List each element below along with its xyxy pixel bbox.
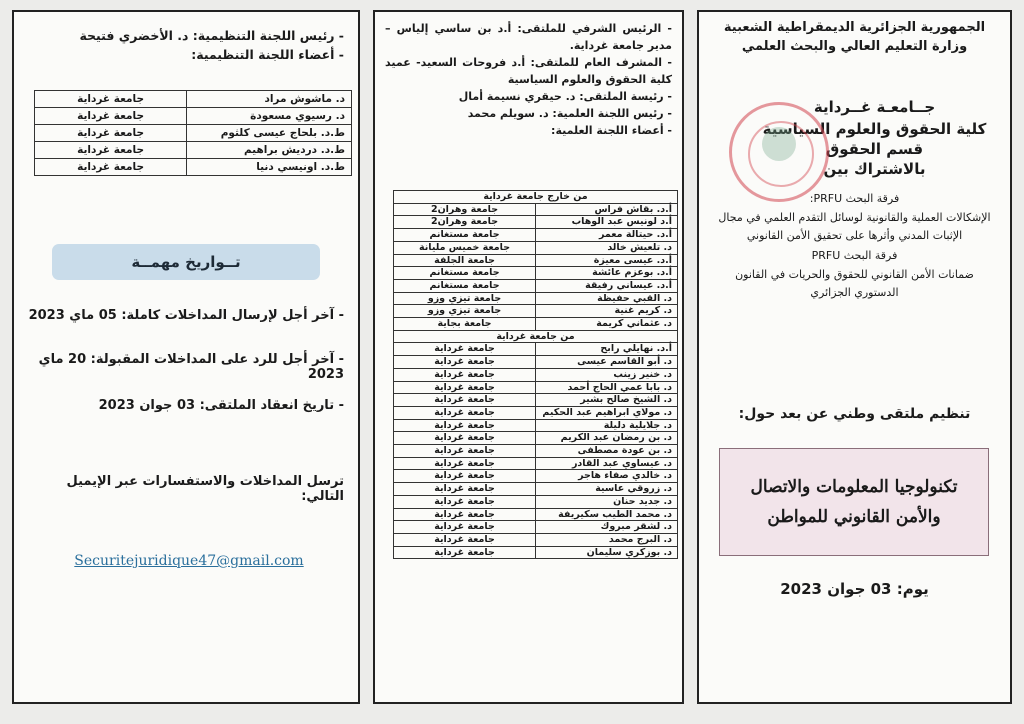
table-row bbox=[394, 292, 678, 305]
left-panel bbox=[12, 10, 360, 704]
member-name: د. كريم غنية bbox=[536, 305, 678, 318]
table-row bbox=[394, 203, 678, 216]
table-row bbox=[394, 546, 678, 559]
org-head-name: د. الأخضري فتيحة bbox=[79, 28, 189, 43]
member-university: جامعة غرداية bbox=[35, 125, 187, 142]
table-row bbox=[394, 343, 678, 356]
table-row bbox=[394, 508, 678, 521]
member-name: أ.د لونيس عبد الوهاب bbox=[536, 216, 678, 229]
member-university: جامعة غرداية bbox=[35, 108, 187, 125]
section-header-cell: من خارج جامعة غرداية bbox=[394, 191, 678, 204]
contact-email-link[interactable]: Securitejuridique47@gmail.com bbox=[74, 553, 304, 569]
table-row bbox=[394, 483, 678, 496]
right-panel bbox=[697, 10, 1012, 704]
table-row bbox=[394, 267, 678, 280]
research-team-2-title: ضمانات الأمن القانوني للحقوق والحريات في القانون الدستوري الجزائري bbox=[735, 268, 974, 299]
ministry-title: وزارة التعليم العالي والبحث العلمي bbox=[741, 39, 968, 54]
member-name: د. البرج محمد bbox=[536, 533, 678, 546]
member-name: أ.د. عيساني رفيقة bbox=[536, 279, 678, 292]
table-row bbox=[394, 406, 678, 419]
table-row bbox=[394, 495, 678, 508]
table-row bbox=[394, 216, 678, 229]
theme-line-1: تكنولوجيا المعلومات والاتصال bbox=[750, 477, 958, 497]
member-name: د. بن عودة مصطفى bbox=[536, 445, 678, 458]
member-name: د. خنير زينب bbox=[536, 368, 678, 381]
table-row bbox=[394, 241, 678, 254]
table-row bbox=[394, 279, 678, 292]
member-university: جامعة غرداية bbox=[394, 533, 536, 546]
conference-date: يوم: 03 جوان 2023 bbox=[780, 580, 929, 598]
conference-chair: - رئيسة الملتقى: د. حيقري نسيمة أمال bbox=[458, 90, 672, 103]
section-header-cell: من جامعة غرداية bbox=[394, 330, 678, 343]
org-committee-head bbox=[28, 26, 344, 45]
member-university: جامعة غرداية bbox=[394, 381, 536, 394]
table-row bbox=[394, 229, 678, 242]
member-university: جامعة غرداية bbox=[394, 343, 536, 356]
member-university: جامعة تيزي وزو bbox=[394, 305, 536, 318]
general-supervisor: - المشرف العام للملتقى: أ.د فروحات السعيد- عميد كلية الحقوق والعلوم السياسية bbox=[385, 56, 672, 86]
table-row bbox=[394, 432, 678, 445]
member-university: جامعة غرداية bbox=[394, 406, 536, 419]
org-member-row bbox=[35, 142, 352, 159]
date-full-submission: - آخر أجل لإرسال المداخلات كاملة: 05 ماي 2023 bbox=[28, 308, 344, 323]
table-row bbox=[394, 419, 678, 432]
scientific-chair: - رئيس اللجنة العلمية: د. سويلم محمد bbox=[467, 107, 672, 120]
member-university: جامعة خميس مليانة bbox=[394, 241, 536, 254]
member-name: د. بوزكري سليمان bbox=[536, 546, 678, 559]
table-row bbox=[394, 533, 678, 546]
member-university: جامعة غرداية bbox=[394, 432, 536, 445]
table-section-header bbox=[394, 330, 678, 343]
member-university: جامعة وهران2 bbox=[394, 203, 536, 216]
member-name: د. القبي حفيظة bbox=[536, 292, 678, 305]
member-name: ط.د. اونيسي دنيا bbox=[187, 159, 352, 176]
conference-theme-box bbox=[719, 448, 989, 556]
member-university: جامعة غرداية bbox=[394, 508, 536, 521]
middle-panel bbox=[373, 10, 684, 704]
research-team-2-label: فرقة البحث PRFU bbox=[811, 249, 898, 262]
theme-line-2: والأمن القانوني للمواطن bbox=[767, 507, 941, 527]
scientific-committee-table bbox=[393, 190, 678, 559]
table-section-header bbox=[394, 191, 678, 204]
honorary-chair: - الرئيس الشرفي للملتقى: أ.د بن ساسي إلياس – مدير جامعة غرداية. bbox=[385, 22, 672, 52]
scientific-members-label: - أعضاء اللجنة العلمية: bbox=[551, 124, 672, 137]
university-name: جــامعـة غــرداية bbox=[813, 98, 936, 116]
date-conference: - تاريخ انعقاد الملتقى: 03 جوان 2023 bbox=[98, 398, 344, 413]
member-name: د. أبو القاسم عيسى bbox=[536, 356, 678, 369]
member-name: د. بن رمضان عبد الكريم bbox=[536, 432, 678, 445]
organize-heading: تنظيم ملتقى وطني عن بعد حول: bbox=[738, 406, 971, 422]
member-university: جامعة الجلفة bbox=[394, 254, 536, 267]
member-name: د. رسيوي مسعودة bbox=[187, 108, 352, 125]
member-university: جامعة غرداية bbox=[35, 159, 187, 176]
department-name: قسم الحقوق bbox=[825, 140, 924, 158]
table-row bbox=[394, 457, 678, 470]
org-member-row bbox=[35, 108, 352, 125]
member-university: جامعة بجاية bbox=[394, 318, 536, 331]
org-member-row bbox=[35, 125, 352, 142]
member-name: د. بابا عمي الحاج أحمد bbox=[536, 381, 678, 394]
table-row bbox=[394, 445, 678, 458]
member-name: د. محمد الطيب سكيريفة bbox=[536, 508, 678, 521]
member-name: أ.د. حيتالة معمر bbox=[536, 229, 678, 242]
table-row bbox=[394, 521, 678, 534]
date-acceptance-reply: - آخر أجل للرد على المداخلات المقبولة: 20 ماي 2023 bbox=[38, 352, 344, 382]
member-university: جامعة غرداية bbox=[394, 546, 536, 559]
member-university: جامعة مستغانم bbox=[394, 229, 536, 242]
org-member-row bbox=[35, 159, 352, 176]
member-name: د. خالدي صفاء هاجر bbox=[536, 470, 678, 483]
table-row bbox=[394, 368, 678, 381]
partnership-label: بالاشتراك بين bbox=[823, 160, 926, 178]
member-name: ط.د. درديش براهيم bbox=[187, 142, 352, 159]
member-university: جامعة غرداية bbox=[394, 368, 536, 381]
member-name: ط.د. بلحاج عيسى كلثوم bbox=[187, 125, 352, 142]
member-university: جامعة غرداية bbox=[394, 483, 536, 496]
member-name: د. مولاي ابراهيم عبد الحكيم bbox=[536, 406, 678, 419]
email-intro: ترسل المداخلات والاستفسارات عبر الإيميل التالي: bbox=[66, 474, 344, 504]
member-university: جامعة غرداية bbox=[394, 521, 536, 534]
table-row bbox=[394, 381, 678, 394]
member-university: جامعة غرداية bbox=[394, 356, 536, 369]
member-name: د. عيساوي عبد القادر bbox=[536, 457, 678, 470]
important-dates-title: تــواريخ مهمــة bbox=[52, 244, 320, 280]
org-members-label: - أعضاء اللجنة التنظيمية: bbox=[191, 47, 344, 62]
member-university: جامعة وهران2 bbox=[394, 216, 536, 229]
member-name: د. جديد حنان bbox=[536, 495, 678, 508]
org-member-row bbox=[35, 91, 352, 108]
republic-title: الجمهورية الجزائرية الديمقراطية الشعبية bbox=[723, 20, 986, 35]
member-university: جامعة غرداية bbox=[394, 445, 536, 458]
member-name: أ.د. نهايلي رابح bbox=[536, 343, 678, 356]
member-university: جامعة غرداية bbox=[394, 495, 536, 508]
org-head-label: - رئيس اللجنة التنظيمية: bbox=[192, 28, 344, 43]
table-row bbox=[394, 254, 678, 267]
table-row bbox=[394, 318, 678, 331]
org-members-table bbox=[34, 90, 352, 176]
member-name: أ.د. بقاش فراس bbox=[536, 203, 678, 216]
member-name: د. جلايلية دليلة bbox=[536, 419, 678, 432]
university-stamp-icon bbox=[729, 102, 829, 202]
table-row bbox=[394, 470, 678, 483]
member-university: جامعة غرداية bbox=[394, 457, 536, 470]
member-university: جامعة غرداية bbox=[394, 394, 536, 407]
member-name: د. لشقر مبروك bbox=[536, 521, 678, 534]
member-university: جامعة غرداية bbox=[35, 91, 187, 108]
member-university: جامعة غرداية bbox=[394, 419, 536, 432]
member-university: جامعة مستغانم bbox=[394, 267, 536, 280]
member-name: أ.د. عيسى معيزة bbox=[536, 254, 678, 267]
table-row bbox=[394, 356, 678, 369]
member-university: جامعة غرداية bbox=[394, 470, 536, 483]
member-university: جامعة غرداية bbox=[35, 142, 187, 159]
table-row bbox=[394, 305, 678, 318]
research-team-1-label: فرقة البحث PRFU: bbox=[809, 192, 900, 205]
member-university: جامعة تيزي وزو bbox=[394, 292, 536, 305]
member-name: د. تلعيش خالد bbox=[536, 241, 678, 254]
member-name: د. زروقي عاسية bbox=[536, 483, 678, 496]
member-name: د. الشيخ صالح بشير bbox=[536, 394, 678, 407]
member-university: جامعة مستغانم bbox=[394, 279, 536, 292]
table-row bbox=[394, 394, 678, 407]
member-name: د. عثماني كريمة bbox=[536, 318, 678, 331]
member-name: د. ماشوش مراد bbox=[187, 91, 352, 108]
faculty-name: كلية الحقوق والعلوم السياسية bbox=[762, 120, 987, 138]
research-team-1-title: الإشكالات العملية والقانونية لوسائل التقدم العلمي في مجال الإثبات المدني وأثرها على تحقيق الأمن القانوني bbox=[718, 211, 991, 242]
member-name: أ.د. بوعزم عائشة bbox=[536, 267, 678, 280]
